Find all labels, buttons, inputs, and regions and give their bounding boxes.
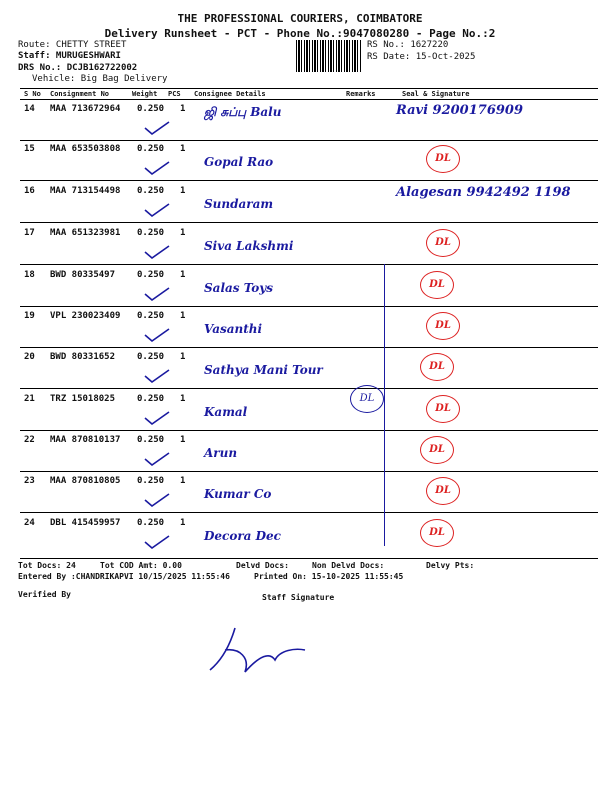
rs-date-text: RS Date: 15-Oct-2025 — [367, 52, 476, 62]
verified-by: Verified By — [18, 590, 71, 599]
cell-consignment: MAA 870810137 — [50, 435, 121, 445]
col-remarks: Remarks — [346, 90, 376, 98]
col-consignee: Consignee Details — [194, 90, 266, 98]
check-icon — [144, 452, 170, 466]
dl-stamp: DL — [426, 312, 460, 340]
cell-pcs: 1 — [180, 394, 186, 404]
cell-sno: 21 — [24, 394, 35, 404]
remarks-bracket-line — [384, 264, 385, 546]
cell-sno: 18 — [24, 270, 35, 280]
table-row — [20, 306, 598, 348]
table-row — [20, 223, 598, 265]
cell-pcs: 1 — [180, 104, 186, 114]
rs-no-text: RS No.: 1627220 — [367, 40, 449, 50]
dl-stamp: DL — [426, 395, 460, 423]
check-icon — [144, 411, 170, 425]
remarks-dl-mark: DL — [350, 385, 384, 413]
staff-signature-scribble — [200, 620, 310, 680]
cell-sno: 16 — [24, 186, 35, 196]
check-icon — [144, 203, 170, 217]
seal-signature: Alagesan 9942492 1198 — [396, 185, 571, 200]
cell-sno: 23 — [24, 476, 35, 486]
cell-weight: 0.250 — [137, 476, 165, 486]
cell-consignment: MAA 870810805 — [50, 476, 121, 486]
printed-on: Printed On: 15-10-2025 11:55:45 — [254, 572, 404, 581]
cell-pcs: 1 — [180, 311, 186, 321]
cell-consignment: VPL 230023409 — [50, 311, 121, 321]
cell-sno: 24 — [24, 518, 35, 528]
check-icon — [144, 245, 170, 259]
cell-pcs: 1 — [180, 435, 186, 445]
check-icon — [144, 369, 170, 383]
table-row — [20, 347, 598, 389]
delvy-pts: Delvy Pts: — [426, 561, 475, 570]
document-subtitle: Delivery Runsheet - PCT - Phone No.:9047080280 - Page No.:2 — [104, 27, 496, 40]
table-row — [20, 181, 598, 223]
dl-stamp: DL — [420, 353, 454, 381]
document-title: THE PROFESSIONAL COURIERS, COIMBATORE — [177, 12, 423, 25]
consignee-handwriting: Decora Dec — [204, 529, 281, 543]
cell-pcs: 1 — [180, 228, 186, 238]
check-icon — [144, 493, 170, 507]
consignee-handwriting: Sundaram — [204, 197, 274, 211]
cell-sno: 20 — [24, 352, 35, 362]
dl-stamp: DL — [426, 229, 460, 257]
seal-signature: Ravi 9200176909 — [396, 103, 523, 118]
cell-weight: 0.250 — [137, 311, 165, 321]
cell-consignment: BWD 80331652 — [50, 352, 116, 362]
cell-pcs: 1 — [180, 476, 186, 486]
check-icon — [144, 287, 170, 301]
check-icon — [144, 121, 170, 135]
consignee-handwriting: Gopal Rao — [204, 155, 274, 169]
staff-signature-label: Staff Signature — [262, 593, 335, 602]
cell-sno: 17 — [24, 228, 35, 238]
check-icon — [144, 328, 170, 342]
cell-weight: 0.250 — [137, 144, 165, 154]
cell-weight: 0.250 — [137, 228, 165, 238]
cell-weight: 0.250 — [137, 104, 165, 114]
col-seal: Seal & Signature — [402, 90, 470, 98]
cell-consignment: DBL 415459957 — [50, 518, 121, 528]
consignee-handwriting: Kumar Co — [204, 487, 272, 501]
dl-stamp: DL — [426, 145, 460, 173]
vehicle-text: Vehicle: Big Bag Delivery — [32, 74, 168, 84]
cell-consignment: MAA 713154498 — [50, 186, 121, 196]
col-pcs: PCS — [168, 90, 181, 98]
table-row — [20, 513, 598, 559]
consignee-handwriting: Arun — [204, 446, 238, 460]
cell-pcs: 1 — [180, 352, 186, 362]
cell-weight: 0.250 — [137, 352, 165, 362]
cell-weight: 0.250 — [137, 518, 165, 528]
check-icon — [144, 535, 170, 549]
col-consignment: Consignment No — [50, 90, 110, 98]
cell-consignment: MAA 651323981 — [50, 228, 121, 238]
tot-cod-amt: Tot COD Amt: 0.00 — [100, 561, 182, 570]
cell-consignment: MAA 653503808 — [50, 144, 121, 154]
cell-pcs: 1 — [180, 270, 186, 280]
cell-pcs: 1 — [180, 186, 186, 196]
runsheet-table — [20, 88, 598, 559]
drs-no-text: DRS No.: DCJB162722002 — [18, 63, 138, 73]
dl-stamp: DL — [420, 271, 454, 299]
dl-stamp: DL — [426, 477, 460, 505]
cell-sno: 15 — [24, 144, 35, 154]
delvd-docs: Delvd Docs: — [236, 561, 289, 570]
barcode — [296, 40, 362, 72]
cell-sno: 14 — [24, 104, 35, 114]
route-text: Route: CHETTY STREET — [18, 40, 127, 50]
cell-sno: 22 — [24, 435, 35, 445]
tot-docs: Tot Docs: 24 — [18, 561, 76, 570]
consignee-handwriting: Siva Lakshmi — [204, 239, 294, 253]
cell-pcs: 1 — [180, 144, 186, 154]
entered-by: Entered By :CHANDRIKAPVI 10/15/2025 11:55:46 — [18, 572, 230, 581]
check-icon — [144, 161, 170, 175]
cell-weight: 0.250 — [137, 186, 165, 196]
cell-sno: 19 — [24, 311, 35, 321]
col-weight: Weight — [132, 90, 158, 98]
table-row — [20, 265, 598, 307]
cell-consignment: BWD 80335497 — [50, 270, 116, 280]
dl-stamp: DL — [420, 436, 454, 464]
consignee-handwriting: ஜி சுப்பு Balu — [204, 105, 282, 119]
cell-consignment: MAA 713672964 — [50, 104, 121, 114]
cell-weight: 0.250 — [137, 435, 165, 445]
cell-pcs: 1 — [180, 518, 186, 528]
table-row — [20, 471, 598, 513]
cell-consignment: TRZ 15018025 — [50, 394, 116, 404]
table-row — [20, 139, 598, 181]
consignee-handwriting: Kamal — [204, 405, 248, 419]
consignee-handwriting: Vasanthi — [204, 322, 263, 336]
consignee-handwriting: Salas Toys — [204, 281, 273, 295]
non-delvd-docs: Non Delvd Docs: — [312, 561, 385, 570]
col-sno: S No — [24, 90, 41, 98]
table-row — [20, 99, 598, 141]
consignee-handwriting: Sathya Mani Tour — [204, 363, 323, 377]
cell-weight: 0.250 — [137, 394, 165, 404]
table-row — [20, 430, 598, 472]
cell-weight: 0.250 — [137, 270, 165, 280]
table-row — [20, 389, 598, 431]
dl-stamp: DL — [420, 519, 454, 547]
staff-text: Staff: MURUGESHWARI — [18, 51, 121, 61]
